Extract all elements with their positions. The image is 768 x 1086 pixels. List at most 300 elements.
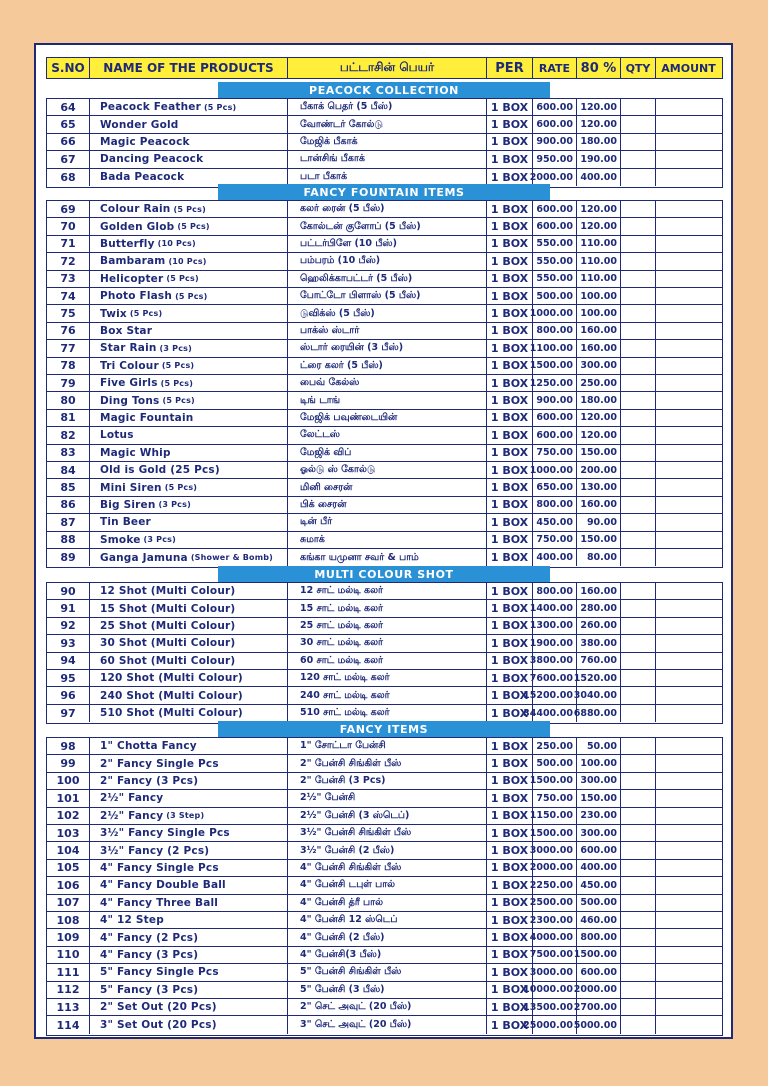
amount-cell[interactable]	[655, 947, 721, 963]
product-name: Magic Whip	[100, 446, 171, 459]
unit: 1 BOX	[486, 947, 532, 963]
product-name-cell	[89, 618, 287, 634]
unit: 1 BOX	[486, 236, 532, 252]
table-row	[47, 825, 722, 842]
qty-cell[interactable]	[620, 427, 655, 443]
table-row	[47, 479, 722, 496]
serial-number: 82	[60, 428, 76, 442]
qty-cell[interactable]	[620, 600, 655, 616]
table-row	[47, 392, 722, 409]
amount-cell[interactable]	[655, 116, 721, 132]
discounted-price: 120.00	[576, 201, 620, 217]
qty-cell[interactable]	[620, 288, 655, 304]
table-row	[47, 947, 722, 964]
qty-cell[interactable]	[620, 479, 655, 495]
table-row	[47, 218, 722, 235]
rate: 800.00	[532, 583, 576, 599]
amount-cell[interactable]	[655, 462, 721, 478]
product-name-cell	[89, 583, 287, 599]
qty-cell[interactable]	[620, 1016, 655, 1033]
unit: 1 BOX	[486, 583, 532, 599]
amount-cell[interactable]	[655, 375, 721, 391]
product-name-cell	[89, 271, 287, 287]
unit: 1 BOX	[486, 462, 532, 478]
table-row	[47, 583, 722, 600]
qty-cell[interactable]	[620, 99, 655, 115]
amount-cell[interactable]	[655, 842, 721, 858]
table-row	[47, 738, 722, 755]
tamil-name: 30 சாட் மல்டி கலர்	[287, 635, 486, 651]
unit: 1 BOX	[486, 392, 532, 408]
product-name: 3½" Fancy (2 Pcs)	[100, 844, 210, 857]
product-name: 4" Fancy Single Pcs	[100, 861, 219, 874]
discounted-price: 600.00	[576, 842, 620, 858]
unit: 1 BOX	[486, 201, 532, 217]
discounted-price: 90.00	[576, 514, 620, 530]
tamil-name: 25 சாட் மல்டி கலர்	[287, 618, 486, 634]
unit: 1 BOX	[486, 169, 532, 186]
serial-number: 105	[56, 861, 80, 875]
rate: 750.00	[532, 532, 576, 548]
rate: 4000.00	[532, 929, 576, 945]
amount-cell[interactable]	[655, 653, 721, 669]
product-name: Old is Gold (25 Pcs)	[100, 464, 220, 477]
product-name: 510 Shot (Multi Colour)	[100, 707, 243, 720]
amount-cell[interactable]	[655, 151, 721, 167]
product-name-cell	[89, 687, 287, 703]
table-row	[47, 999, 722, 1016]
unit: 1 BOX	[486, 305, 532, 321]
tamil-name: மேஜிக் பவுண்டையின்	[287, 410, 486, 426]
qty-cell[interactable]	[620, 323, 655, 339]
rate: 2500.00	[532, 895, 576, 911]
rate: 500.00	[532, 755, 576, 771]
table-row	[47, 773, 722, 790]
tamil-name: ஓல்டு ஸ் கோல்டு	[287, 462, 486, 478]
qty-cell[interactable]	[620, 462, 655, 478]
amount-cell[interactable]	[655, 912, 721, 928]
rate: 400.00	[532, 549, 576, 566]
qty-cell[interactable]	[620, 410, 655, 426]
discounted-price: 600.00	[576, 964, 620, 980]
product-name: 4" Fancy (2 Pcs)	[100, 931, 199, 944]
amount-cell[interactable]	[655, 340, 721, 356]
amount-cell[interactable]	[655, 201, 721, 217]
table-row	[47, 288, 722, 305]
rate: 600.00	[532, 201, 576, 217]
discounted-price: 6880.00	[576, 705, 620, 722]
discounted-price: 180.00	[576, 134, 620, 150]
qty-cell[interactable]	[620, 392, 655, 408]
amount-cell[interactable]	[655, 877, 721, 893]
qty-cell[interactable]	[620, 583, 655, 599]
serial-number: 112	[56, 983, 80, 997]
product-name-cell	[89, 514, 287, 530]
amount-cell[interactable]	[655, 253, 721, 269]
rate: 1100.00	[532, 340, 576, 356]
rate: 1150.00	[532, 808, 576, 824]
product-name: 30 Shot (Multi Colour)	[100, 637, 236, 650]
rate: 600.00	[532, 116, 576, 132]
amount-cell[interactable]	[655, 635, 721, 651]
amount-cell[interactable]	[655, 929, 721, 945]
tamil-name: 4" பேன்சி(3 பீஸ்)	[287, 947, 486, 963]
product-name-cell	[89, 825, 287, 841]
table-row	[47, 532, 722, 549]
product-name: Butterfly	[100, 237, 155, 250]
tamil-name: பம்பரம் (10 பீஸ்)	[287, 253, 486, 269]
product-name: 2" Fancy Single Pcs	[100, 757, 219, 770]
serial-number: 73	[60, 272, 76, 286]
qty-cell[interactable]	[620, 169, 655, 186]
amount-cell[interactable]	[655, 687, 721, 703]
product-name: Big Siren	[100, 498, 156, 511]
qty-cell[interactable]	[620, 773, 655, 789]
product-name: Dancing Peacock	[100, 153, 204, 166]
serial-number: 90	[60, 584, 76, 598]
tamil-name: போட்டோ பிளாஸ் (5 பீஸ்)	[287, 288, 486, 304]
table-row	[47, 358, 722, 375]
unit: 1 BOX	[486, 842, 532, 858]
table-row	[47, 201, 722, 218]
rate: 2000.00	[532, 860, 576, 876]
table-row	[47, 375, 722, 392]
table-row	[47, 670, 722, 687]
serial-number: 99	[60, 757, 76, 771]
tamil-name: 15 சாட் மல்டி கலர்	[287, 600, 486, 616]
rate: 600.00	[532, 218, 576, 234]
product-name-cell	[89, 253, 287, 269]
serial-number: 71	[60, 237, 76, 251]
qty-cell[interactable]	[620, 116, 655, 132]
product-name-cell	[89, 670, 287, 686]
amount-cell[interactable]	[655, 860, 721, 876]
serial-number: 76	[60, 324, 76, 338]
header-rate: RATE	[532, 58, 576, 78]
amount-cell[interactable]	[655, 169, 721, 186]
rate: 550.00	[532, 253, 576, 269]
table-row	[47, 912, 722, 929]
qty-cell[interactable]	[620, 635, 655, 651]
product-name: 4" Fancy Double Ball	[100, 879, 226, 892]
qty-cell[interactable]	[620, 549, 655, 566]
qty-cell[interactable]	[620, 445, 655, 461]
qty-cell[interactable]	[620, 929, 655, 945]
amount-cell[interactable]	[655, 323, 721, 339]
product-name-cell	[89, 877, 287, 893]
unit: 1 BOX	[486, 808, 532, 824]
amount-cell[interactable]	[655, 271, 721, 287]
unit: 1 BOX	[486, 773, 532, 789]
amount-cell[interactable]	[655, 755, 721, 771]
qty-cell[interactable]	[620, 653, 655, 669]
amount-cell[interactable]	[655, 583, 721, 599]
product-name: Bada Peacock	[100, 171, 185, 184]
serial-number: 113	[56, 1000, 80, 1014]
qty-cell[interactable]	[620, 305, 655, 321]
amount-cell[interactable]	[655, 218, 721, 234]
amount-cell[interactable]	[655, 549, 721, 566]
rate: 1300.00	[532, 618, 576, 634]
discounted-price: 160.00	[576, 583, 620, 599]
product-pack-size: (Shower & Bomb)	[190, 553, 274, 563]
amount-cell[interactable]	[655, 738, 721, 754]
rate: 1250.00	[532, 375, 576, 391]
qty-cell[interactable]	[620, 738, 655, 754]
product-pack-size: (3 Step)	[166, 811, 205, 821]
serial-number: 69	[60, 202, 76, 216]
price-list-sheet	[34, 43, 733, 1039]
serial-number: 108	[56, 913, 80, 927]
product-name: 120 Shot (Multi Colour)	[100, 672, 243, 685]
amount-cell[interactable]	[655, 1016, 721, 1033]
product-name: Wonder Gold	[100, 118, 179, 131]
tamil-name: டுவிக்ஸ் (5 பீஸ்)	[287, 305, 486, 321]
unit: 1 BOX	[486, 738, 532, 754]
table-row	[47, 116, 722, 133]
rate: 3000.00	[532, 842, 576, 858]
product-name: Star Rain	[100, 342, 157, 355]
amount-cell[interactable]	[655, 497, 721, 513]
rate: 1500.00	[532, 773, 576, 789]
serial-number: 100	[56, 774, 80, 788]
unit: 1 BOX	[486, 288, 532, 304]
product-name-cell	[89, 375, 287, 391]
qty-cell[interactable]	[620, 895, 655, 911]
unit: 1 BOX	[486, 99, 532, 115]
tamil-name: படா பீகாக்	[287, 169, 486, 186]
unit: 1 BOX	[486, 755, 532, 771]
tamil-name: டிங் டாங்	[287, 392, 486, 408]
qty-cell[interactable]	[620, 253, 655, 269]
product-name-cell	[89, 99, 287, 115]
rate: 800.00	[532, 323, 576, 339]
amount-cell[interactable]	[655, 790, 721, 806]
tamil-name: கோல்டன் குளோப் (5 பீஸ்)	[287, 218, 486, 234]
qty-cell[interactable]	[620, 375, 655, 391]
discounted-price: 100.00	[576, 288, 620, 304]
unit: 1 BOX	[486, 825, 532, 841]
unit: 1 BOX	[486, 618, 532, 634]
amount-cell[interactable]	[655, 305, 721, 321]
qty-cell[interactable]	[620, 358, 655, 374]
product-name-cell	[89, 479, 287, 495]
rate: 2000.00	[532, 169, 576, 186]
qty-cell[interactable]	[620, 825, 655, 841]
discounted-price: 230.00	[576, 808, 620, 824]
product-name: 60 Shot (Multi Colour)	[100, 654, 236, 667]
amount-cell[interactable]	[655, 964, 721, 980]
table-row	[47, 964, 722, 981]
unit: 1 BOX	[486, 964, 532, 980]
amount-cell[interactable]	[655, 532, 721, 548]
tamil-name: ஹெலிக்காபட்டர் (5 பீஸ்)	[287, 271, 486, 287]
product-name: Magic Fountain	[100, 411, 194, 424]
qty-cell[interactable]	[620, 982, 655, 998]
header-amount: AMOUNT	[655, 58, 721, 78]
qty-cell[interactable]	[620, 687, 655, 703]
discounted-price: 2000.00	[576, 982, 620, 998]
amount-cell[interactable]	[655, 705, 721, 722]
product-name: Peacock Feather	[100, 101, 201, 114]
qty-cell[interactable]	[620, 236, 655, 252]
section-table	[46, 98, 723, 188]
serial-number: 68	[60, 170, 76, 184]
table-row	[47, 323, 722, 340]
qty-cell[interactable]	[620, 755, 655, 771]
amount-cell[interactable]	[655, 825, 721, 841]
serial-number: 65	[60, 118, 76, 132]
rate: 650.00	[532, 479, 576, 495]
tamil-name: 2½" பேன்சி (3 ஸ்டெப்)	[287, 808, 486, 824]
product-name-cell	[89, 116, 287, 132]
unit: 1 BOX	[486, 323, 532, 339]
qty-cell[interactable]	[620, 860, 655, 876]
qty-cell[interactable]	[620, 964, 655, 980]
header-sno: S.NO	[51, 61, 85, 75]
qty-cell[interactable]	[620, 201, 655, 217]
product-name: Ding Tons	[100, 394, 160, 407]
table-row	[47, 271, 722, 288]
qty-cell[interactable]	[620, 218, 655, 234]
rate: 2250.00	[532, 877, 576, 893]
qty-cell[interactable]	[620, 134, 655, 150]
qty-cell[interactable]	[620, 999, 655, 1015]
amount-cell[interactable]	[655, 134, 721, 150]
unit: 1 BOX	[486, 877, 532, 893]
qty-cell[interactable]	[620, 790, 655, 806]
product-pack-size: (5 Pcs)	[177, 222, 210, 232]
amount-cell[interactable]	[655, 410, 721, 426]
amount-cell[interactable]	[655, 670, 721, 686]
table-row	[47, 705, 722, 722]
tamil-name: ஸ்டார் ரையின் (3 பீஸ்)	[287, 340, 486, 356]
table-row	[47, 687, 722, 704]
discounted-price: 50.00	[576, 738, 620, 754]
product-name: 4" 12 Step	[100, 914, 164, 927]
amount-cell[interactable]	[655, 999, 721, 1015]
qty-cell[interactable]	[620, 670, 655, 686]
product-name: 3" Set Out (20 Pcs)	[100, 1019, 217, 1032]
qty-cell[interactable]	[620, 808, 655, 824]
rate: 500.00	[532, 288, 576, 304]
amount-cell[interactable]	[655, 600, 721, 616]
qty-cell[interactable]	[620, 842, 655, 858]
serial-number: 91	[60, 602, 76, 616]
product-name-cell	[89, 151, 287, 167]
product-pack-size: (3 Pcs)	[158, 500, 191, 510]
unit: 1 BOX	[486, 410, 532, 426]
discounted-price: 120.00	[576, 410, 620, 426]
qty-cell[interactable]	[620, 151, 655, 167]
product-name: 5" Fancy (3 Pcs)	[100, 983, 199, 996]
serial-number: 87	[60, 515, 76, 529]
section-banner: PEACOCK COLLECTION	[218, 82, 550, 98]
product-name-cell	[89, 358, 287, 374]
unit: 1 BOX	[486, 116, 532, 132]
section-table	[46, 200, 723, 568]
amount-cell[interactable]	[655, 288, 721, 304]
qty-cell[interactable]	[620, 497, 655, 513]
product-pack-size: (10 Pcs)	[168, 256, 207, 266]
qty-cell[interactable]	[620, 514, 655, 530]
unit: 1 BOX	[486, 929, 532, 945]
amount-cell[interactable]	[655, 982, 721, 998]
tamil-name: 2" பேன்சி (3 Pcs)	[287, 773, 486, 789]
rate: 550.00	[532, 236, 576, 252]
tamil-name: 60 சாட் மல்டி கலர்	[287, 653, 486, 669]
product-name-cell	[89, 912, 287, 928]
amount-cell[interactable]	[655, 514, 721, 530]
amount-cell[interactable]	[655, 358, 721, 374]
amount-cell[interactable]	[655, 236, 721, 252]
serial-number: 106	[56, 878, 80, 892]
amount-cell[interactable]	[655, 618, 721, 634]
qty-cell[interactable]	[620, 271, 655, 287]
unit: 1 BOX	[486, 271, 532, 287]
amount-cell[interactable]	[655, 479, 721, 495]
amount-cell[interactable]	[655, 392, 721, 408]
discounted-price: 500.00	[576, 895, 620, 911]
discounted-price: 260.00	[576, 618, 620, 634]
tamil-name: பிக் சைரன்	[287, 497, 486, 513]
discounted-price: 400.00	[576, 860, 620, 876]
rate: 600.00	[532, 410, 576, 426]
discounted-price: 190.00	[576, 151, 620, 167]
section-banner: FANCY ITEMS	[218, 721, 550, 737]
unit: 1 BOX	[486, 358, 532, 374]
amount-cell[interactable]	[655, 99, 721, 115]
product-pack-size: (5 Pcs)	[162, 396, 195, 406]
serial-number: 74	[60, 289, 76, 303]
rate: 34400.00	[532, 705, 576, 722]
product-pack-size: (5 Pcs)	[203, 102, 237, 112]
product-name-cell	[89, 288, 287, 304]
amount-cell[interactable]	[655, 773, 721, 789]
amount-cell[interactable]	[655, 427, 721, 443]
product-name-cell	[89, 738, 287, 754]
rate: 25000.00	[532, 1016, 576, 1033]
discounted-price: 110.00	[576, 236, 620, 252]
qty-cell[interactable]	[620, 340, 655, 356]
amount-cell[interactable]	[655, 808, 721, 824]
table-row	[47, 514, 722, 531]
table-row	[47, 877, 722, 894]
qty-cell[interactable]	[620, 912, 655, 928]
product-pack-size: (5 Pcs)	[175, 291, 208, 301]
qty-cell[interactable]	[620, 618, 655, 634]
rate: 1500.00	[532, 825, 576, 841]
product-name: 5" Fancy Single Pcs	[100, 966, 219, 979]
tamil-name: 5" பேன்சி சிங்கிள் பீஸ்	[287, 964, 486, 980]
discounted-price: 100.00	[576, 755, 620, 771]
qty-cell[interactable]	[620, 532, 655, 548]
amount-cell[interactable]	[655, 895, 721, 911]
amount-cell[interactable]	[655, 445, 721, 461]
discounted-price: 80.00	[576, 549, 620, 566]
unit: 1 BOX	[486, 218, 532, 234]
discounted-price: 160.00	[576, 340, 620, 356]
table-row	[47, 427, 722, 444]
qty-cell[interactable]	[620, 705, 655, 722]
rate: 1000.00	[532, 305, 576, 321]
qty-cell[interactable]	[620, 877, 655, 893]
unit: 1 BOX	[486, 497, 532, 513]
tamil-name: 3" செட் அவுட் (20 பீஸ்)	[287, 1016, 486, 1033]
qty-cell[interactable]	[620, 947, 655, 963]
product-name: Bambaram	[100, 255, 166, 268]
rate: 600.00	[532, 99, 576, 115]
